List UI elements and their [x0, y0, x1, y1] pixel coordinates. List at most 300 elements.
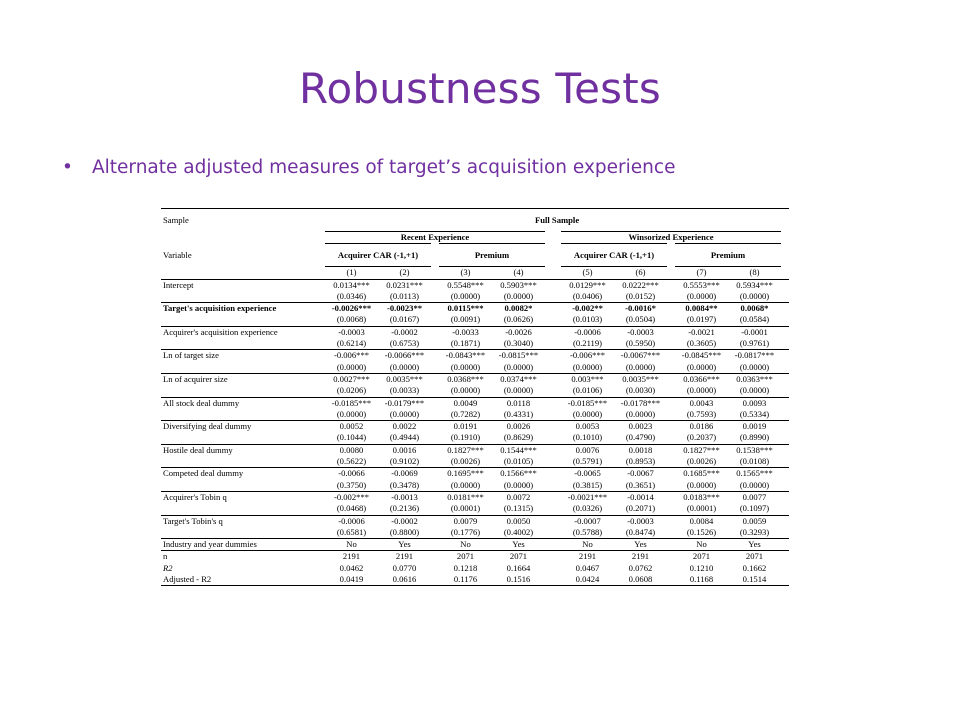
header-sample-row: [161, 209, 789, 232]
spacer-cell: [781, 385, 789, 397]
sample-label: Sample: [161, 209, 325, 232]
value-cell: 0.0016: [378, 444, 431, 456]
spacer-cell: [667, 397, 675, 409]
spacer-cell: [431, 444, 439, 456]
value-cell: (0.4944): [389, 432, 420, 443]
coef-row: [161, 444, 789, 456]
value-cell: -0.0007: [561, 515, 614, 527]
spacer-cell: [545, 444, 561, 456]
group-header-recent: Recent Experience: [325, 232, 545, 244]
value-cell: 0.0419: [325, 574, 378, 586]
spacer-cell: [431, 551, 439, 563]
value-cell: -0.0843***: [439, 350, 492, 362]
bullet-dot: •: [62, 157, 73, 178]
value-cell: 0.1210: [689, 562, 714, 573]
stats-row: [161, 563, 789, 574]
value-cell: (0.8990): [739, 432, 770, 443]
value-cell: -0.002***: [325, 491, 378, 503]
spacer-cell: [545, 362, 561, 374]
value-cell: No: [325, 539, 378, 551]
value-cell: 0.0093: [728, 397, 781, 409]
value-cell: 2071: [492, 551, 545, 563]
spacer-cell: [781, 421, 789, 433]
value-cell: 0.0134***: [325, 279, 378, 291]
value-cell: 0.0082*: [492, 303, 545, 315]
spacer-cell: [781, 491, 789, 503]
spacer-cell: [161, 232, 325, 244]
spacer-cell: [545, 432, 561, 444]
value-cell: (0.9102): [389, 456, 420, 467]
spacer-cell: [431, 421, 439, 433]
value-cell: (0.0000): [739, 479, 770, 490]
spacer-cell: [431, 326, 439, 338]
full-sample-header: Full Sample: [325, 209, 789, 232]
spacer-cell: [667, 491, 675, 503]
value-cell: (0.2037): [686, 432, 717, 443]
spacer-cell: [545, 232, 561, 244]
value-cell: (0.4002): [503, 526, 534, 537]
spacer-cell: [667, 574, 675, 586]
spacer-cell: [431, 314, 439, 326]
value-cell: 2191: [561, 551, 614, 563]
value-cell: -0.0065: [561, 468, 614, 480]
spacer-cell: [545, 491, 561, 503]
spacer-cell: [545, 326, 561, 338]
spacer-cell: [545, 350, 561, 362]
coef-row: [161, 515, 789, 527]
spacer-cell: [545, 563, 561, 574]
value-cell: 0.0762: [628, 562, 653, 573]
value-cell: 0.1695***: [439, 468, 492, 480]
spacer-cell: [667, 291, 675, 303]
row-label: [161, 503, 325, 515]
value-cell: (0.0001): [450, 503, 481, 514]
spacer-cell: [431, 279, 439, 291]
value-cell: 0.1685***: [675, 468, 728, 480]
value-cell: 0.0035***: [614, 373, 667, 385]
value-cell: (0.2136): [389, 503, 420, 514]
value-cell: (0.0000): [739, 290, 770, 301]
value-cell: 0.1514: [728, 574, 781, 586]
value-cell: (0.0000): [336, 408, 367, 419]
value-cell: 0.0022: [378, 421, 431, 433]
value-cell: 2071: [675, 551, 728, 563]
value-cell: -0.0179***: [378, 397, 431, 409]
value-cell: 0.0467: [575, 562, 600, 573]
spacer-cell: [545, 385, 561, 397]
spacer-cell: [431, 563, 439, 574]
spacer-cell: [781, 279, 789, 291]
value-cell: (0.0346): [336, 290, 367, 301]
value-cell: (0.0167): [389, 314, 420, 325]
value-cell: (0.0584): [739, 314, 770, 325]
row-label: All stock deal dummy: [161, 397, 325, 409]
value-cell: (0.1315): [503, 503, 534, 514]
spacer-cell: [781, 326, 789, 338]
value-cell: -0.0002: [378, 326, 431, 338]
value-cell: (0.6581): [336, 526, 367, 537]
pvalue-row: [161, 338, 789, 350]
spacer-cell: [431, 503, 439, 515]
row-label: Adjusted - R2: [161, 574, 325, 586]
spacer-cell: [667, 362, 675, 374]
value-cell: (0.0033): [389, 385, 420, 396]
value-cell: (0.0000): [739, 385, 770, 396]
row-label: [161, 409, 325, 421]
spacer-cell: [545, 267, 561, 279]
column-number: (3): [439, 267, 492, 279]
value-cell: (0.0000): [450, 479, 481, 490]
value-cell: (0.0105): [503, 456, 534, 467]
spacer-cell: [545, 291, 561, 303]
regression-table: [161, 208, 789, 586]
value-cell: -0.0026***: [325, 303, 378, 315]
header-column-row: [161, 267, 789, 279]
column-number: (4): [492, 267, 545, 279]
value-cell: (0.8953): [625, 456, 656, 467]
value-cell: (0.0000): [389, 408, 420, 419]
header-subgroup-row: [161, 244, 789, 267]
row-label: [161, 385, 325, 397]
value-cell: 2191: [378, 551, 431, 563]
value-cell: (0.9761): [739, 338, 770, 349]
value-cell: (0.0030): [625, 385, 656, 396]
spacer-cell: [545, 279, 561, 291]
value-cell: 0.0059: [728, 515, 781, 527]
value-cell: (0.0026): [686, 456, 717, 467]
value-cell: -0.0067***: [614, 350, 667, 362]
spacer-cell: [667, 267, 675, 279]
value-cell: (0.0626): [503, 314, 534, 325]
spacer-cell: [667, 551, 675, 563]
value-cell: -0.0178***: [614, 397, 667, 409]
spacer-cell: [667, 303, 675, 315]
coef-row: [161, 350, 789, 362]
value-cell: 0.0616: [378, 574, 431, 586]
value-cell: -0.0185***: [561, 397, 614, 409]
group-header-winsorized: Winsorized Experience: [561, 232, 781, 244]
value-cell: 0.0366***: [675, 373, 728, 385]
value-cell: (0.0000): [503, 479, 534, 490]
spacer-cell: [667, 373, 675, 385]
value-cell: 0.0049: [439, 397, 492, 409]
value-cell: (0.3605): [686, 338, 717, 349]
pvalue-row: [161, 456, 789, 468]
spacer-cell: [667, 338, 675, 350]
bullet-item: [62, 157, 675, 178]
row-label: [161, 362, 325, 374]
spacer-cell: [781, 574, 789, 586]
spacer-cell: [545, 244, 561, 267]
spacer-cell: [667, 432, 675, 444]
value-cell: (0.5791): [572, 456, 603, 467]
value-cell: No: [561, 539, 614, 551]
spacer-cell: [431, 432, 439, 444]
value-cell: (0.0113): [389, 290, 420, 301]
value-cell: -0.0067: [614, 468, 667, 480]
spacer-cell: [667, 444, 675, 456]
value-cell: -0.0845***: [675, 350, 728, 362]
value-cell: 0.1827***: [675, 444, 728, 456]
spacer-cell: [431, 350, 439, 362]
pvalue-row: [161, 527, 789, 539]
value-cell: 0.0079: [439, 515, 492, 527]
spacer-cell: [667, 244, 675, 267]
spacer-cell: [545, 397, 561, 409]
value-cell: 0.0231***: [378, 279, 431, 291]
spacer-cell: [431, 491, 439, 503]
value-cell: (0.0504): [625, 314, 656, 325]
value-cell: (0.3815): [572, 479, 603, 490]
value-cell: 2071: [439, 551, 492, 563]
value-cell: 0.0052: [325, 421, 378, 433]
value-cell: 0.0424: [561, 574, 614, 586]
subgroup-header: Premium: [675, 244, 781, 267]
value-cell: 0.0053: [561, 421, 614, 433]
value-cell: (0.0000): [336, 361, 367, 372]
value-cell: 0.0186: [675, 421, 728, 433]
value-cell: (0.0000): [503, 385, 534, 396]
value-cell: (0.0001): [686, 503, 717, 514]
value-cell: (0.0000): [686, 479, 717, 490]
dummies-row: [161, 539, 789, 551]
spacer-cell: [781, 563, 789, 574]
value-cell: 0.0077: [728, 491, 781, 503]
spacer-cell: [431, 397, 439, 409]
value-cell: 0.0608: [614, 574, 667, 586]
value-cell: 0.0191: [439, 421, 492, 433]
value-cell: 2191: [614, 551, 667, 563]
value-cell: (0.3651): [625, 479, 656, 490]
spacer-cell: [667, 527, 675, 539]
value-cell: -0.0185***: [325, 397, 378, 409]
value-cell: -0.0021***: [561, 491, 614, 503]
row-label: [161, 291, 325, 303]
spacer-cell: [781, 480, 789, 492]
spacer-cell: [781, 314, 789, 326]
value-cell: -0.0003: [614, 326, 667, 338]
value-cell: (0.0091): [450, 314, 481, 325]
spacer-cell: [781, 468, 789, 480]
value-cell: -0.0066: [325, 468, 378, 480]
value-cell: 0.1516: [492, 574, 545, 586]
value-cell: (0.0000): [572, 361, 603, 372]
value-cell: (0.3293): [739, 526, 770, 537]
pvalue-row: [161, 362, 789, 374]
spacer-cell: [545, 421, 561, 433]
row-label: [161, 480, 325, 492]
value-cell: -0.0013: [378, 491, 431, 503]
value-cell: -0.0003: [325, 326, 378, 338]
value-cell: -0.0817***: [728, 350, 781, 362]
spacer-cell: [545, 515, 561, 527]
value-cell: -0.0003: [614, 515, 667, 527]
spacer-cell: [431, 373, 439, 385]
coef-row: [161, 397, 789, 409]
stats-row: [161, 551, 789, 563]
value-cell: (0.0000): [625, 408, 656, 419]
row-label: [161, 527, 325, 539]
value-cell: 0.1566***: [492, 468, 545, 480]
value-cell: 0.0068*: [728, 303, 781, 315]
value-cell: (0.0000): [389, 361, 420, 372]
row-label: Target's acquisition experience: [161, 303, 325, 315]
value-cell: (0.0197): [686, 314, 717, 325]
value-cell: 0.0368***: [439, 373, 492, 385]
spacer-cell: [431, 539, 439, 551]
value-cell: 0.1168: [675, 574, 728, 586]
value-cell: 0.0363***: [728, 373, 781, 385]
value-cell: 0.1664: [506, 562, 531, 573]
bullet-text: Alternate adjusted measures of target’s acquisition experience: [92, 157, 676, 178]
value-cell: -0.002**: [561, 303, 614, 315]
value-cell: (0.5950): [625, 338, 656, 349]
column-number: (7): [675, 267, 728, 279]
value-cell: 0.0019: [728, 421, 781, 433]
value-cell: 0.1662: [742, 562, 767, 573]
spacer-cell: [431, 267, 439, 279]
subgroup-header: Premium: [439, 244, 545, 267]
value-cell: -0.0033: [439, 326, 492, 338]
value-cell: 0.0115***: [439, 303, 492, 315]
spacer-cell: [545, 409, 561, 421]
value-cell: 0.0023: [614, 421, 667, 433]
value-cell: (0.0000): [503, 290, 534, 301]
value-cell: (0.3040): [503, 338, 534, 349]
value-cell: (0.0000): [686, 385, 717, 396]
spacer-cell: [545, 574, 561, 586]
value-cell: (0.0152): [625, 290, 656, 301]
pvalue-row: [161, 503, 789, 515]
value-cell: 0.1544***: [492, 444, 545, 456]
spacer-cell: [161, 267, 325, 279]
spacer-cell: [431, 468, 439, 480]
value-cell: (0.7593): [686, 408, 717, 419]
subgroup-header: Acquirer CAR (-1,+1): [325, 244, 431, 267]
value-cell: 0.5548***: [439, 279, 492, 291]
value-cell: -0.0002: [378, 515, 431, 527]
spacer-cell: [781, 432, 789, 444]
spacer-cell: [781, 303, 789, 315]
value-cell: (0.3750): [336, 479, 367, 490]
spacer-cell: [667, 539, 675, 551]
value-cell: No: [675, 539, 728, 551]
value-cell: (0.6753): [389, 338, 420, 349]
value-cell: 0.1565***: [728, 468, 781, 480]
pvalue-row: [161, 480, 789, 492]
value-cell: 0.0118: [492, 397, 545, 409]
value-cell: -0.0016*: [614, 303, 667, 315]
spacer-cell: [545, 539, 561, 551]
value-cell: 0.003***: [561, 373, 614, 385]
value-cell: (0.0000): [450, 361, 481, 372]
spacer-cell: [781, 291, 789, 303]
spacer-cell: [431, 527, 439, 539]
row-label: Hostile deal dummy: [161, 444, 325, 456]
spacer-cell: [667, 409, 675, 421]
value-cell: -0.006***: [561, 350, 614, 362]
value-cell: 0.0183***: [675, 491, 728, 503]
column-number: (8): [728, 267, 781, 279]
spacer-cell: [667, 468, 675, 480]
spacer-cell: [781, 456, 789, 468]
value-cell: 0.0181***: [439, 491, 492, 503]
value-cell: (0.8629): [503, 432, 534, 443]
value-cell: (0.3478): [389, 479, 420, 490]
pvalue-row: [161, 409, 789, 421]
value-cell: 0.0035***: [378, 373, 431, 385]
row-label: [161, 338, 325, 350]
row-label: Intercept: [161, 279, 325, 291]
value-cell: 0.0080: [325, 444, 378, 456]
value-cell: (0.0000): [739, 361, 770, 372]
value-cell: (0.0026): [450, 456, 481, 467]
value-cell: (0.5334): [739, 408, 770, 419]
row-label: Ln of acquirer size: [161, 373, 325, 385]
value-cell: (0.0068): [336, 314, 367, 325]
column-number: (6): [614, 267, 667, 279]
spacer-cell: [545, 456, 561, 468]
value-cell: Yes: [728, 539, 781, 551]
value-cell: 0.0084**: [675, 303, 728, 315]
value-cell: (0.5622): [336, 456, 367, 467]
spacer-cell: [545, 551, 561, 563]
value-cell: (0.0103): [572, 314, 603, 325]
value-cell: (0.0000): [686, 290, 717, 301]
value-cell: 0.0222***: [614, 279, 667, 291]
slide-title: Robustness Tests: [299, 64, 661, 113]
spacer-cell: [667, 350, 675, 362]
value-cell: 2071: [728, 551, 781, 563]
value-cell: (0.6214): [336, 338, 367, 349]
row-label: Diversifying deal dummy: [161, 421, 325, 433]
value-cell: (0.0406): [572, 290, 603, 301]
spacer-cell: [431, 480, 439, 492]
row-label: [161, 314, 325, 326]
spacer-cell: [781, 350, 789, 362]
pvalue-row: [161, 291, 789, 303]
value-cell: (0.2071): [625, 503, 656, 514]
spacer-cell: [667, 480, 675, 492]
spacer-cell: [781, 515, 789, 527]
value-cell: -0.0006: [561, 326, 614, 338]
row-label: Industry and year dummies: [161, 539, 325, 551]
row-label: Ln of target size: [161, 350, 325, 362]
value-cell: (0.1526): [686, 526, 717, 537]
value-cell: No: [439, 539, 492, 551]
row-label: R2: [163, 562, 173, 573]
spacer-cell: [545, 373, 561, 385]
coef-row: [161, 279, 789, 291]
value-cell: 0.0050: [492, 515, 545, 527]
value-cell: (0.1097): [739, 503, 770, 514]
value-cell: -0.0026: [492, 326, 545, 338]
row-label: Competed deal dummy: [161, 468, 325, 480]
value-cell: -0.0023**: [378, 303, 431, 315]
value-cell: 0.0072: [492, 491, 545, 503]
value-cell: (0.0000): [450, 385, 481, 396]
value-cell: (0.0000): [503, 361, 534, 372]
spacer-cell: [781, 503, 789, 515]
spacer-cell: [667, 314, 675, 326]
value-cell: (0.0326): [572, 503, 603, 514]
value-cell: 0.0084: [675, 515, 728, 527]
value-cell: (0.0106): [572, 385, 603, 396]
row-label: [161, 432, 325, 444]
value-cell: (0.0468): [336, 503, 367, 514]
spacer-cell: [781, 539, 789, 551]
pvalue-row: [161, 385, 789, 397]
